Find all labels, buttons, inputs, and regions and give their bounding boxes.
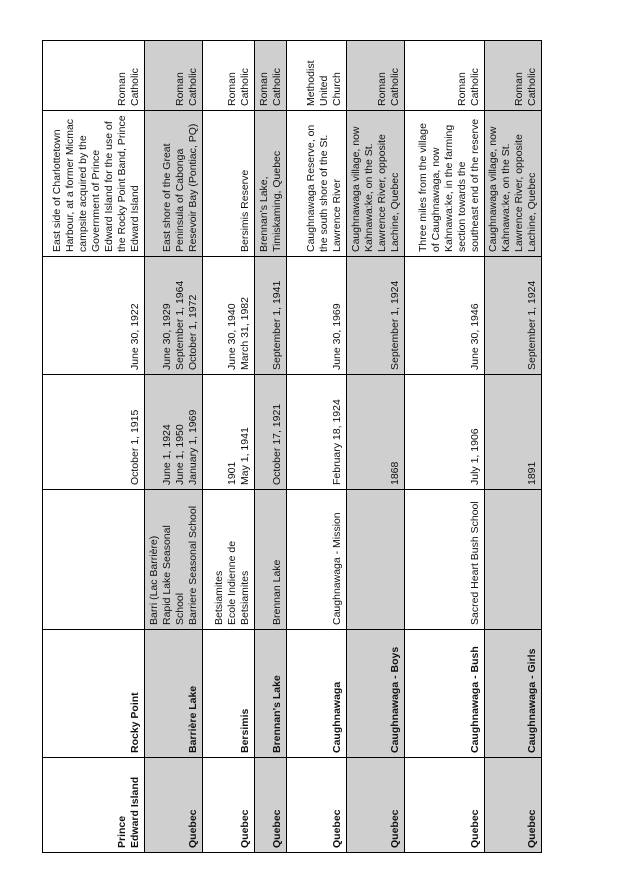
cell-text: Three miles from the village of Caughnawaga, now Kahnawa:ke, in the farming section towards the southeast end of the reserve	[417, 118, 481, 252]
opened-date-cell	[255, 375, 287, 490]
religious-entity-cell	[287, 41, 347, 111]
cell-text: Brennan's Lake, Timiskaming, Quebec	[258, 150, 283, 252]
cell-text: Caughnawaga village, now Kahnawa:ke, on the St. Lawrence River, opposite Lachine, Quebec	[487, 126, 538, 252]
cell-text: Roman Catholic	[456, 68, 481, 106]
opened-date-cell	[405, 375, 485, 490]
cell-text: October 17, 1921	[271, 403, 283, 485]
table-row	[145, 41, 203, 853]
cell-text: October 1, 1972	[187, 294, 199, 370]
other-names-cell	[405, 490, 485, 630]
location-cell	[287, 111, 347, 257]
cell-text: February 18, 1924	[331, 399, 343, 485]
cell-text: Barrière Lake	[187, 685, 199, 753]
opened-date-cell	[203, 375, 255, 490]
cell-text: Barri (Lac Barrière)	[148, 535, 160, 625]
cell-text: United Church	[318, 72, 343, 106]
cell-text: Caughnawaga Reserve, on the south shore of the St. Lawrence River	[305, 124, 343, 252]
opened-date-cell	[43, 375, 145, 490]
table-row	[203, 41, 255, 853]
cell-text: Quebec	[239, 809, 251, 848]
cell-text: Roman Catholic	[226, 68, 251, 106]
cell-text: June 30, 1940	[226, 303, 238, 370]
cell-text: June 30, 1969	[331, 303, 343, 370]
school-name-cell	[347, 630, 405, 758]
table-row	[485, 41, 542, 853]
table-row	[287, 41, 347, 853]
cell-text: 1901	[226, 461, 238, 485]
cell-text: Brennan's Lake	[271, 675, 283, 753]
cell-text: Bersimis	[239, 708, 251, 753]
cell-text: Rapid Lake Seasonal School	[161, 525, 186, 625]
closed-date-cell	[203, 257, 255, 375]
cell-text: Edward Island	[129, 776, 141, 848]
cell-text: Quebec	[526, 809, 538, 848]
school-name-cell	[203, 630, 255, 758]
school-name-cell	[255, 630, 287, 758]
closed-date-cell	[347, 257, 405, 375]
cell-text: Quebec	[389, 809, 401, 848]
location-cell	[255, 111, 287, 257]
school-name-cell	[405, 630, 485, 758]
opened-date-cell	[485, 375, 542, 490]
province-cell	[347, 758, 405, 853]
location-cell	[485, 111, 542, 257]
table-row	[405, 41, 485, 853]
other-names-cell	[287, 490, 347, 630]
cell-text: Roman Catholic	[513, 68, 538, 106]
cell-text: Roman Catholic	[258, 68, 283, 106]
province-cell	[145, 758, 203, 853]
closed-date-cell	[405, 257, 485, 375]
cell-text: Betsiamites	[213, 570, 225, 625]
closed-date-cell	[255, 257, 287, 375]
cell-text: January 1, 1969	[187, 409, 199, 485]
cell-text: Caughnawaga - Boys	[389, 646, 401, 753]
cell-text: East shore of the Great Peninsula of Cabonga Resevoir Bay (Pontiac, PQ)	[161, 123, 199, 252]
other-names-cell	[347, 490, 405, 630]
religious-entity-cell	[255, 41, 287, 111]
cell-text: Sacred Heart Bush School	[469, 501, 481, 625]
school-name-cell	[43, 630, 145, 758]
cell-text: Brennan Lake	[271, 559, 283, 625]
cell-text: Methodist	[305, 60, 317, 106]
school-name-cell	[485, 630, 542, 758]
opened-date-cell	[347, 375, 405, 490]
cell-text: Ecole Indienne de Betsiamites	[226, 540, 251, 625]
religious-entity-cell	[485, 41, 542, 111]
cell-text: Caughnawaga village, now Kahnawa:ke, on the St. Lawrence River, opposite Lachine, Quebec	[350, 126, 401, 252]
table-row	[43, 41, 145, 853]
location-cell	[43, 111, 145, 257]
rotated-table-wrapper	[42, 41, 538, 853]
cell-text: Roman Catholic	[174, 68, 199, 106]
cell-text: September 1, 1924	[526, 280, 538, 370]
cell-text: Prince	[116, 815, 128, 848]
table-row	[347, 41, 405, 853]
table-row	[255, 41, 287, 853]
cell-text: July 1, 1906	[469, 428, 481, 485]
other-names-cell	[43, 490, 145, 630]
cell-text: Caughnawaga - Mission	[331, 512, 343, 625]
religious-entity-cell	[405, 41, 485, 111]
province-cell	[43, 758, 145, 853]
cell-text: September 1, 1924	[389, 280, 401, 370]
cell-text: Rocky Point	[129, 692, 141, 753]
religious-entity-cell	[203, 41, 255, 111]
cell-text: Quebec	[271, 809, 283, 848]
other-names-cell	[255, 490, 287, 630]
cell-text: Caughnawaga - Bush	[469, 646, 481, 753]
school-name-cell	[287, 630, 347, 758]
cell-text: Quebec	[187, 809, 199, 848]
other-names-cell	[145, 490, 203, 630]
cell-text: June 30, 1946	[469, 303, 481, 370]
cell-text: 1868	[389, 461, 401, 485]
cell-text: September 1, 1964	[174, 280, 186, 370]
religious-entity-cell	[347, 41, 405, 111]
cell-text: Quebec	[331, 809, 343, 848]
cell-text: September 1, 1941	[271, 280, 283, 370]
cell-text: Caughnawaga	[331, 681, 343, 753]
location-cell	[405, 111, 485, 257]
province-cell	[255, 758, 287, 853]
cell-text: Quebec	[469, 809, 481, 848]
location-cell	[347, 111, 405, 257]
cell-text: June 1, 1924	[161, 424, 173, 485]
location-cell	[203, 111, 255, 257]
religious-entity-cell	[43, 41, 145, 111]
other-names-cell	[485, 490, 542, 630]
school-name-cell	[145, 630, 203, 758]
cell-text: October 1, 1915	[129, 409, 141, 485]
cell-text: May 1, 1941	[239, 427, 251, 485]
cell-text: Roman Catholic	[116, 68, 141, 106]
closed-date-cell	[485, 257, 542, 375]
closed-date-cell	[145, 257, 203, 375]
cell-text: Bersimis Reserve	[239, 169, 251, 252]
province-cell	[203, 758, 255, 853]
province-cell	[405, 758, 485, 853]
opened-date-cell	[145, 375, 203, 490]
closed-date-cell	[287, 257, 347, 375]
opened-date-cell	[287, 375, 347, 490]
cell-text: June 30, 1929	[161, 303, 173, 370]
location-cell	[145, 111, 203, 257]
cell-text: Roman Catholic	[376, 68, 401, 106]
schools-table	[42, 40, 542, 853]
other-names-cell	[203, 490, 255, 630]
cell-text: March 31, 1982	[239, 297, 251, 370]
closed-date-cell	[43, 257, 145, 375]
cell-text: June 1, 1950	[174, 424, 186, 485]
cell-text: East side of Charlottetown Harbour, at a former Micmac campsite acquired by the Government of Prince Edward Island for the use of the Rocky Point Band, Prince Edward Island	[51, 115, 141, 252]
province-cell	[485, 758, 542, 853]
cell-text: June 30, 1922	[129, 303, 141, 370]
cell-text: Caughnawaga - Girls	[526, 648, 538, 753]
cell-text: Barriere Seasonal School	[187, 505, 199, 625]
religious-entity-cell	[145, 41, 203, 111]
province-cell	[287, 758, 347, 853]
cell-text: 1891	[526, 461, 538, 485]
